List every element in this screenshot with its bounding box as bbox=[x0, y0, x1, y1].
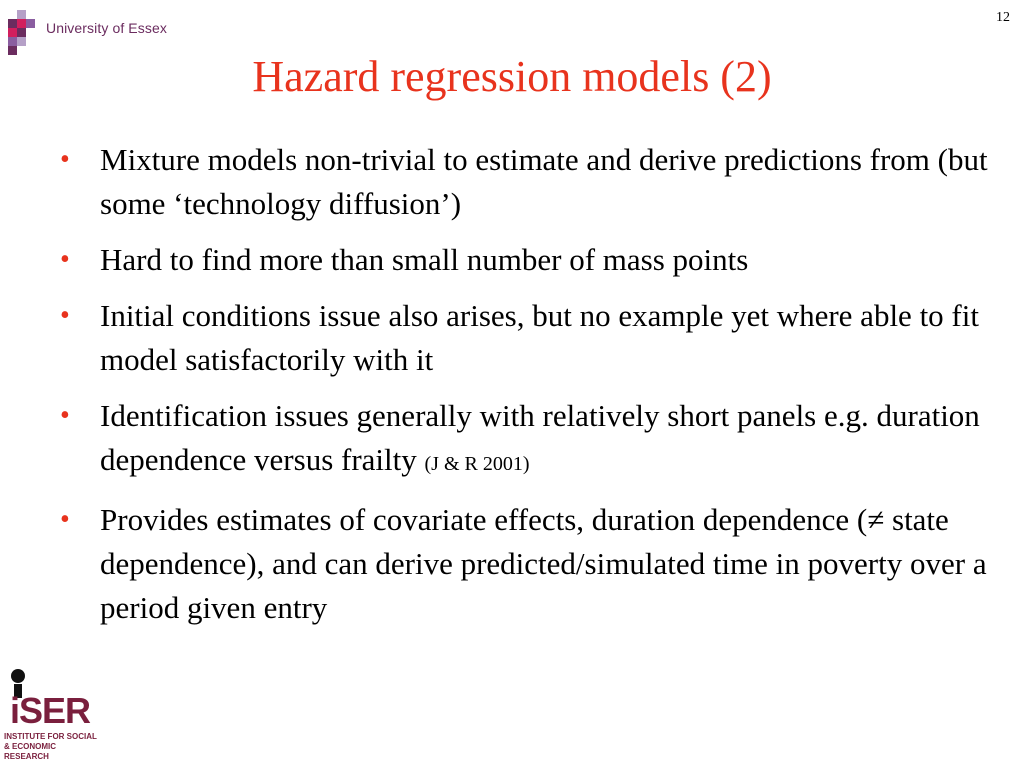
bullet-icon: • bbox=[60, 400, 70, 431]
iser-subtitle-line: INSTITUTE FOR SOCIAL bbox=[4, 732, 97, 741]
bullet-item bbox=[60, 394, 990, 486]
bullet-icon: • bbox=[60, 244, 70, 275]
iser-subtitle-line: & ECONOMIC RESEARCH bbox=[4, 742, 56, 761]
bullet-item bbox=[60, 294, 990, 382]
bullet-item bbox=[60, 498, 990, 630]
bullet-text: Hard to find more than small number of mass points bbox=[100, 242, 749, 277]
bullet-icon: • bbox=[60, 504, 70, 535]
bullet-text: Identification issues generally with relatively short panels e.g. duration dependence versus frailty bbox=[100, 398, 980, 477]
iser-letters: iSER bbox=[10, 690, 91, 731]
university-of-essex-logo bbox=[4, 8, 184, 56]
university-name: University of Essex bbox=[46, 20, 167, 36]
iser-logo bbox=[2, 668, 98, 764]
bullet-text: Provides estimates of covariate effects, duration dependence (≠ state dependence), and can derive predicted/simulated time in poverty over a period given entry bbox=[100, 502, 987, 625]
bullet-item bbox=[60, 138, 990, 226]
iser-subtitle bbox=[4, 732, 100, 762]
essex-squares-icon bbox=[8, 10, 34, 54]
bullet-text: Mixture models non-trivial to estimate and derive predictions from (but some ‘technology diffusion’) bbox=[100, 142, 988, 221]
bullet-text: Initial conditions issue also arises, but no example yet where able to fit model satisfactorily with it bbox=[100, 298, 979, 377]
bullet-list bbox=[60, 138, 990, 642]
page-number: 12 bbox=[996, 10, 1010, 25]
bullet-icon: • bbox=[60, 300, 70, 331]
citation-reference: (J & R 2001) bbox=[424, 453, 530, 475]
bullet-icon: • bbox=[60, 144, 70, 175]
bullet-item bbox=[60, 238, 990, 282]
slide-title: Hazard regression models (2) bbox=[252, 52, 772, 101]
